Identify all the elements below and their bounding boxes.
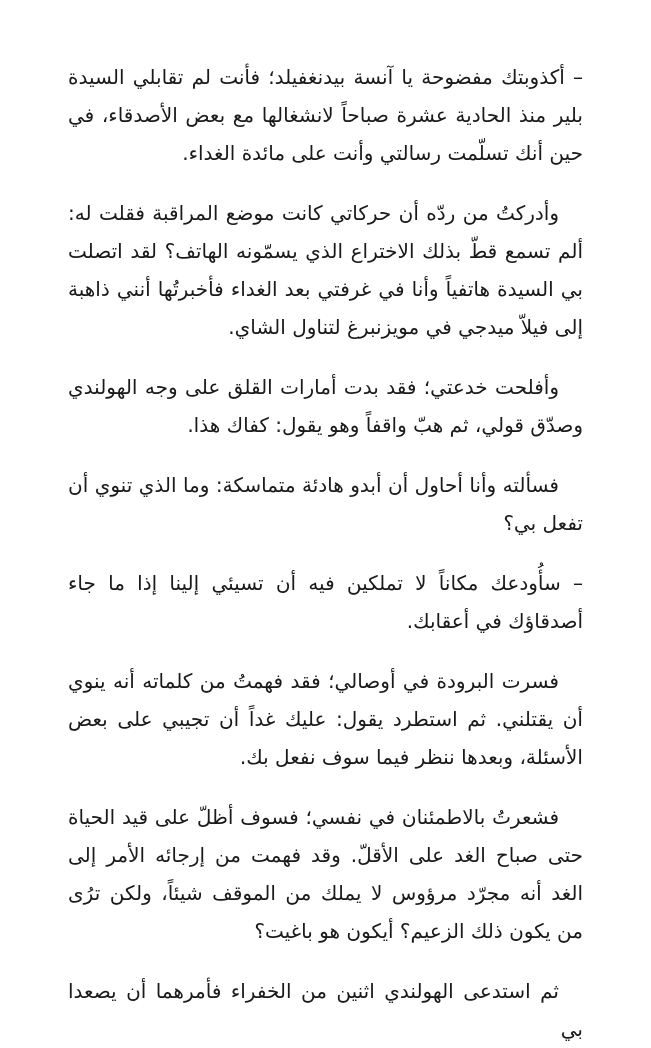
paragraph-3: وأفلحت خدعتي؛ فقد بدت أمارات القلق على وجه الهولندي وصدّق قولي، ثم هبّ واقفاً وهو يقول: كفاك هذا. <box>68 375 583 437</box>
paragraph-4: فسألته وأنا أحاول أن أبدو هادئة متماسكة: وما الذي تنوي أن تفعل بي؟ <box>68 473 583 535</box>
paragraph-6: فسرت البرودة في أوصالي؛ فقد فهمتُ من كلماته أنه ينوي أن يقتلني. ثم استطرد يقول: عليك غداً أن تجيبي على بعض الأسئلة، وبعدها ننظر فيما سوف نفعل بك. <box>68 669 583 769</box>
paragraph-2: وأدركتُ من ردّه أن حركاتي كانت موضع المراقبة فقلت له: ألم تسمع قطّ بذلك الاختراع الذي يسمّونه الهاتف؟ لقد اتصلت بي السيدة هاتفياً وأنا في غرفتي بعد الغداء فأخبرتُها أنني ذاهبة إلى فيلاّ ميدجي في مويزنبرغ لتناول الشاي. <box>68 201 583 339</box>
paragraph-7: فشعرتُ بالاطمئنان في نفسي؛ فسوف أظلّ على قيد الحياة حتى صباح الغد على الأقلّ. وقد فهمت من إرجائه الأمر إلى الغد أنه مجرّد مرؤوس لا يملك من الموقف شيئاً، ولكن ترُى من يكون ذلك الزعيم؟ أيكون هو باغيت؟ <box>68 805 583 943</box>
paragraph-5: – سأُودعك مكاناً لا تملكين فيه أن تسيئي إلينا إذا ما جاء أصدقاؤك في أعقابك. <box>68 571 583 633</box>
book-page <box>68 58 583 1048</box>
paragraph-8: ثم استدعى الهولندي اثنين من الخفراء فأمرهما أن يصعدا بي <box>68 979 583 1041</box>
paragraph-1: – أكذوبتك مفضوحة يا آنسة بيدنغفيلد؛ فأنت لم تقابلي السيدة بلير منذ الحادية عشرة صباحاً لانشغالها مع بعض الأصدقاء، في حين أنك تسلّمت رسالتي وأنت على مائدة الغداء. <box>68 65 583 165</box>
